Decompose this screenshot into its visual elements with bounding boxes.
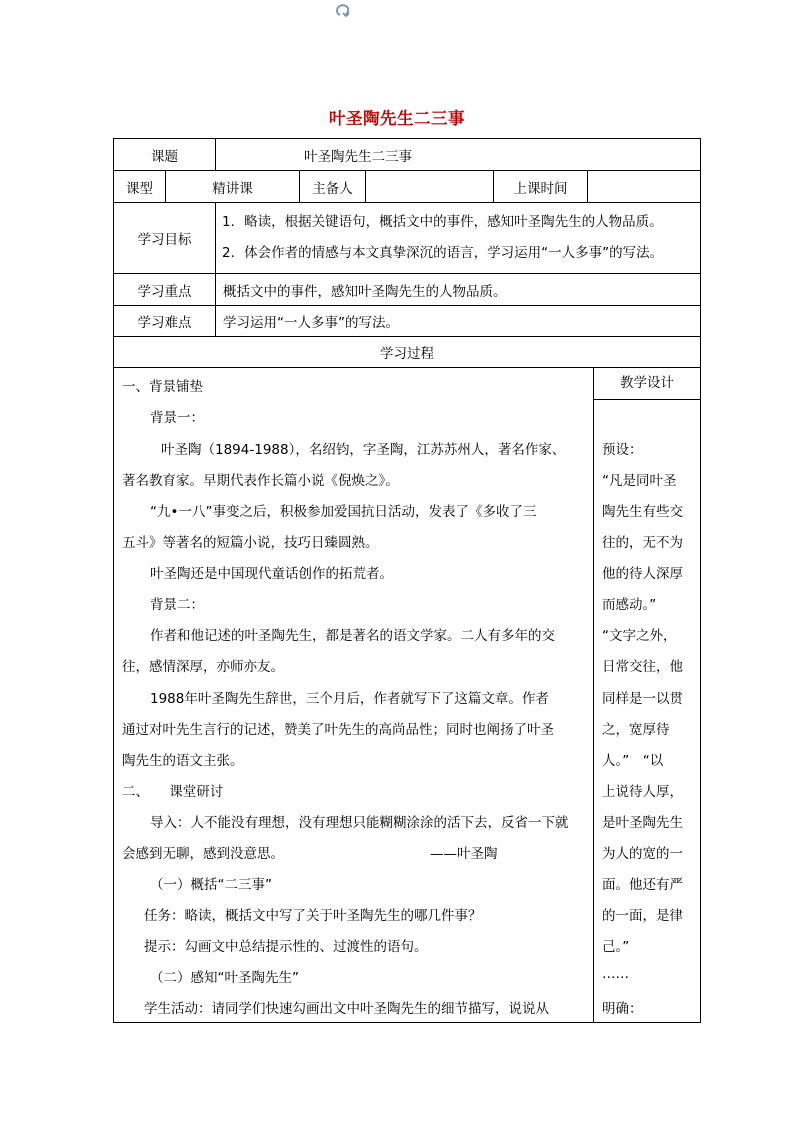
design-line: 面。他还有严 — [602, 877, 683, 893]
goal-item: 2．体会作者的情感与本文真挚深沉的语言，学习运用“一人多事”的写法。 — [222, 245, 664, 261]
lesson-plan-table — [113, 138, 701, 1023]
design-line: 之，宽厚待 — [602, 722, 670, 738]
design-line: 陶先生有些交 — [602, 504, 683, 520]
section-heading: 二、 课堂研讨 — [122, 784, 224, 800]
focus-label: 学习重点 — [114, 274, 216, 306]
text-line: 往，感情深厚，亦师亦友。 — [122, 659, 284, 675]
text-line: 学生活动：请同学们快速勾画出文中叶圣陶先生的细节描写，说说从 — [144, 1001, 549, 1017]
process-header-row — [114, 337, 701, 368]
host-value — [366, 171, 494, 203]
section-heading: 一、背景铺垫 — [122, 379, 203, 395]
quote-attribution: ——叶圣陶 — [430, 846, 498, 862]
process-row — [114, 368, 701, 1023]
type-label: 课型 — [114, 171, 166, 203]
time-value — [588, 171, 701, 203]
teaching-design-column — [594, 368, 701, 1023]
text-line: 作者和他记述的叶圣陶先生，都是著名的语文学家。二人有多年的交 — [150, 628, 555, 644]
goal-item: 1．略读，根据关键语句，概括文中的事件，感知叶圣陶先生的人物品质。 — [222, 214, 663, 230]
text-line: 通过对叶先生言行的记述，赞美了叶先生的高尚品性；同时也阐扬了叶圣 — [122, 722, 554, 738]
text-line: “九•一八”事变之后，积极参加爱国抗日活动，发表了《多收了三 — [150, 504, 537, 520]
design-line: 人。” “以 — [602, 753, 664, 769]
process-content — [114, 368, 594, 1023]
design-line: 明确： — [602, 1001, 643, 1017]
design-line: 而感动。” — [602, 597, 657, 613]
goals-row — [114, 203, 701, 274]
goals-content — [216, 203, 701, 274]
design-line: 的一面，是律 — [602, 908, 683, 924]
time-label: 上课时间 — [494, 171, 588, 203]
design-line: 往的，无不为 — [602, 535, 683, 551]
design-line: “文字之外， — [602, 628, 677, 644]
text-line: 陶先生的语文主张。 — [122, 753, 244, 769]
topic-row — [114, 139, 701, 171]
difficulty-row — [114, 306, 701, 337]
text-line: 提示：勾画文中总结提示性的、过渡性的语句。 — [144, 939, 428, 955]
text-line: 导入：人不能没有理想，没有理想只能糊糊涂涂的活下去，反省一下就 — [150, 815, 569, 831]
design-line: 为人的宽的一 — [602, 846, 683, 862]
subsection-heading: （二）感知“叶圣陶先生” — [150, 970, 299, 986]
text-line: 任务：略读，概括文中写了关于叶圣陶先生的哪几件事？ — [144, 908, 482, 924]
difficulty-label: 学习难点 — [114, 306, 216, 337]
type-row — [114, 171, 701, 203]
text-line: 会感到无聊，感到没意思。 — [122, 846, 284, 862]
host-label: 主备人 — [300, 171, 366, 203]
design-line: 上说待人厚， — [602, 784, 683, 800]
type-value: 精讲课 — [166, 171, 300, 203]
recycle-arrow-icon — [333, 2, 355, 20]
difficulty-text: 学习运用“一人多事”的写法。 — [216, 306, 701, 337]
design-line: 他的待人深厚 — [602, 566, 683, 582]
design-line: 己。” — [602, 939, 630, 955]
text-line: 背景一： — [150, 410, 204, 426]
text-line: 背景二： — [150, 597, 204, 613]
text-line: 五斗》等著名的短篇小说，技巧日臻圆熟。 — [122, 535, 379, 551]
design-line: “凡是同叶圣 — [602, 473, 677, 489]
design-line: 是叶圣陶先生 — [602, 815, 683, 831]
page-title: 叶圣陶先生二三事 — [329, 109, 465, 128]
design-line: 预设： — [602, 442, 643, 458]
text-line: 1988年叶圣陶先生辞世，三个月后，作者就写下了这篇文章。作者 — [150, 691, 549, 707]
design-label: 教学设计 — [594, 368, 700, 400]
focus-row — [114, 274, 701, 306]
design-line: 日常交往，他 — [602, 659, 683, 675]
subsection-heading: （一）概括“二三事” — [150, 877, 272, 893]
topic-value: 叶圣陶先生二三事 — [216, 139, 701, 171]
text-line: 著名教育家。早期代表作长篇小说《倪焕之》。 — [122, 473, 399, 489]
focus-text: 概括文中的事件，感知叶圣陶先生的人物品质。 — [216, 274, 701, 306]
text-line: 叶圣陶还是中国现代童话创作的拓荒者。 — [150, 566, 393, 582]
goals-label: 学习目标 — [114, 203, 216, 274]
topic-label: 课题 — [114, 139, 216, 171]
design-line: …… — [602, 966, 629, 982]
design-line: 同样是一以贯 — [602, 691, 683, 707]
text-line: 叶圣陶（1894-1988），名绍钧，字圣陶，江苏苏州人，著名作家、 — [161, 442, 566, 458]
process-label: 学习过程 — [114, 337, 701, 368]
